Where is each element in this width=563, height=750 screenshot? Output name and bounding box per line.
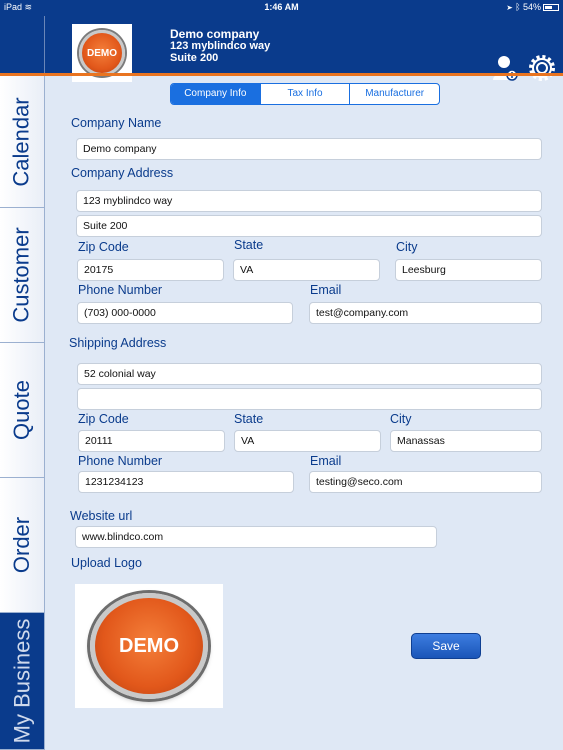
shipping-zip-label: Zip Code xyxy=(78,412,129,426)
address-line1-field[interactable]: 123 myblindco way xyxy=(76,190,542,212)
company-summary xyxy=(170,28,270,64)
website-field[interactable]: www.blindco.com xyxy=(75,526,437,548)
zip-label: Zip Code xyxy=(78,240,129,254)
city-field[interactable]: Leesburg xyxy=(395,259,542,281)
sidebar-item-my-business[interactable] xyxy=(0,613,45,750)
state-field[interactable]: VA xyxy=(233,259,380,281)
demo-logo-badge: DEMO xyxy=(90,593,208,699)
shipping-address-line2-field[interactable] xyxy=(77,388,542,410)
sidebar-item-quote[interactable] xyxy=(0,343,45,478)
shipping-phone-field[interactable]: 1231234123 xyxy=(78,471,294,493)
sidebar-item-order[interactable] xyxy=(0,478,45,613)
shipping-email-field[interactable]: testing@seco.com xyxy=(309,471,542,493)
shipping-city-label: City xyxy=(390,412,412,426)
location-icon: ➤ xyxy=(507,2,513,12)
tab-bar xyxy=(170,83,440,105)
email-field[interactable]: test@company.com xyxy=(309,302,542,324)
header-company-name: Demo company xyxy=(170,27,260,41)
wifi-icon: ≋ xyxy=(24,2,33,12)
sidebar-item-customer[interactable] xyxy=(0,208,45,343)
tab-tax-info[interactable]: Tax Info xyxy=(261,84,351,104)
upload-logo-label: Upload Logo xyxy=(71,556,142,570)
state-label: State xyxy=(234,238,264,252)
shipping-phone-label: Phone Number xyxy=(78,454,163,468)
sidebar-item-label: Calendar xyxy=(9,96,34,187)
phone-label: Phone Number xyxy=(78,283,163,297)
company-name-field[interactable]: Demo company xyxy=(76,138,542,160)
status-bar xyxy=(0,0,563,16)
shipping-city-field[interactable]: Manassas xyxy=(390,430,542,452)
carrier-label: iPad ≋ xyxy=(4,2,33,12)
zip-field[interactable]: 20175 xyxy=(77,259,224,281)
tab-company-info[interactable]: Company Info xyxy=(171,84,261,104)
sidebar-item-label: My Business xyxy=(9,618,34,744)
clock: 1:46 AM xyxy=(264,2,299,12)
company-name-label: Company Name xyxy=(71,116,162,130)
shipping-state-label: State xyxy=(234,412,264,426)
email-label: Email xyxy=(310,283,342,297)
shipping-state-field[interactable]: VA xyxy=(234,430,381,452)
app-header xyxy=(0,16,563,74)
main-content xyxy=(45,76,563,750)
save-button[interactable]: Save xyxy=(411,633,481,659)
sidebar-item-label: Quote xyxy=(9,380,34,440)
address-line2-field[interactable]: Suite 200 xyxy=(76,215,542,237)
shipping-address-line1-field[interactable]: 52 colonial way xyxy=(77,363,542,385)
bluetooth-icon: ᛒ xyxy=(515,2,521,12)
city-label: City xyxy=(396,240,418,254)
demo-logo-badge: DEMO xyxy=(79,30,125,76)
tab-manufacturer[interactable]: Manufacturer xyxy=(365,88,425,99)
upload-logo-image[interactable] xyxy=(75,584,223,708)
header-address-line2: Suite 200 xyxy=(170,52,219,64)
website-label: Website url xyxy=(70,509,133,523)
shipping-address-label: Shipping Address xyxy=(69,336,167,350)
battery-icon xyxy=(543,4,559,11)
shipping-zip-field[interactable]: 20111 xyxy=(78,430,225,452)
battery-status: ➤ ᛒ 54% xyxy=(507,2,559,12)
header-address-line1: 123 myblindco way xyxy=(170,40,271,52)
sidebar-item-calendar[interactable] xyxy=(0,76,45,208)
sidebar-item-label: Customer xyxy=(9,227,35,323)
sidebar-item-label: Order xyxy=(9,516,34,574)
sidebar xyxy=(0,76,45,750)
company-address-label: Company Address xyxy=(71,166,174,180)
phone-field[interactable]: (703) 000-0000 xyxy=(77,302,293,324)
shipping-email-label: Email xyxy=(310,454,342,468)
